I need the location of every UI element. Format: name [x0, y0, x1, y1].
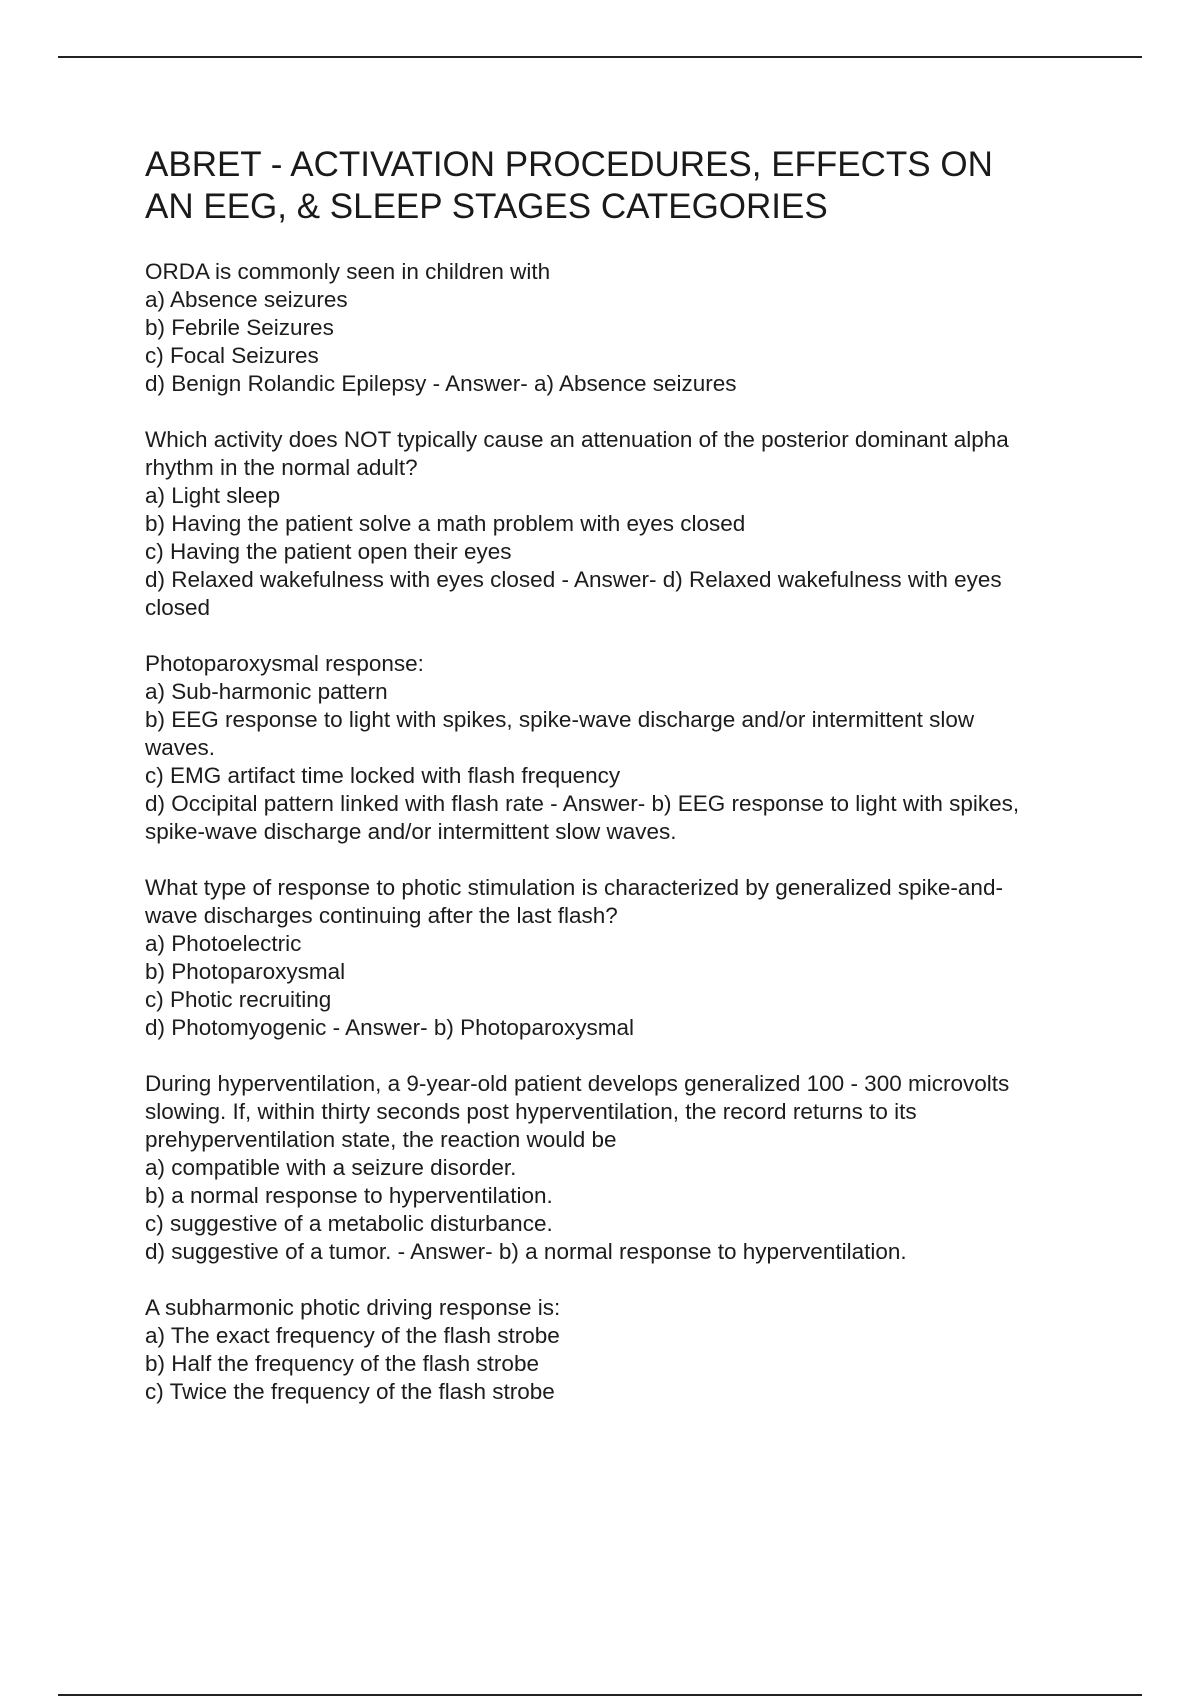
- question-text: Which activity does NOT typically cause an attenuation of the posterior dominant alpha: [145, 427, 1009, 452]
- question-text-cont: prehyperventilation state, the reaction would be: [145, 1127, 617, 1152]
- option-a: a) The exact frequency of the flash strobe: [145, 1323, 560, 1348]
- title-line-2: AN EEG, & SLEEP STAGES CATEGORIES: [145, 187, 828, 226]
- question-text: Photoparoxysmal response:: [145, 651, 424, 676]
- option-c: c) Having the patient open their eyes: [145, 539, 512, 564]
- question-text-cont: wave discharges continuing after the last flash?: [145, 903, 618, 928]
- option-d-answer: d) Relaxed wakefulness with eyes closed - Answer- d) Relaxed wakefulness with eyes: [145, 567, 1002, 592]
- question-text: What type of response to photic stimulation is characterized by generalized spike-and-: [145, 875, 1003, 900]
- option-b: b) Photoparoxysmal: [145, 959, 346, 984]
- answer-cont: spike-wave discharge and/or intermittent slow waves.: [145, 819, 677, 844]
- question-text-cont: rhythm in the normal adult?: [145, 455, 418, 480]
- answer-cont: closed: [145, 595, 211, 620]
- option-d-answer: d) Occipital pattern linked with flash rate - Answer- b) EEG response to light with spikes,: [145, 791, 1020, 816]
- question-text: ORDA is commonly seen in children with: [145, 259, 551, 284]
- title-line-1: ABRET - ACTIVATION PROCEDURES, EFFECTS ON: [145, 145, 993, 184]
- option-c: c) suggestive of a metabolic disturbance.: [145, 1211, 553, 1236]
- option-a: a) Photoelectric: [145, 931, 302, 956]
- document-body: [145, 144, 1105, 1434]
- question-text: A subharmonic photic driving response is:: [145, 1295, 561, 1320]
- option-c: c) Twice the frequency of the flash strobe: [145, 1379, 555, 1404]
- option-c: c) Focal Seizures: [145, 343, 319, 368]
- question-block-6: [145, 1294, 1105, 1406]
- document-title: [145, 144, 1105, 228]
- option-d-answer: d) Photomyogenic - Answer- b) Photoparoxysmal: [145, 1015, 634, 1040]
- question-text-cont: slowing. If, within thirty seconds post hyperventilation, the record returns to its: [145, 1099, 917, 1124]
- option-d-answer: d) suggestive of a tumor. - Answer- b) a normal response to hyperventilation.: [145, 1239, 907, 1264]
- option-b: b) Half the frequency of the flash strobe: [145, 1351, 539, 1376]
- question-block-2: [145, 426, 1105, 622]
- option-b: b) EEG response to light with spikes, spike-wave discharge and/or intermittent slow: [145, 707, 975, 732]
- option-a: a) Light sleep: [145, 483, 281, 508]
- option-c: c) EMG artifact time locked with flash frequency: [145, 763, 621, 788]
- bottom-divider: [58, 1694, 1142, 1696]
- option-c: c) Photic recruiting: [145, 987, 332, 1012]
- option-a: a) Absence seizures: [145, 287, 348, 312]
- top-divider: [58, 56, 1142, 58]
- option-a: a) compatible with a seizure disorder.: [145, 1155, 517, 1180]
- question-block-5: [145, 1070, 1105, 1266]
- question-block-1: [145, 258, 1105, 398]
- question-block-4: [145, 874, 1105, 1042]
- question-block-3: [145, 650, 1105, 846]
- option-b-cont: waves.: [145, 735, 216, 760]
- option-b: b) Having the patient solve a math problem with eyes closed: [145, 511, 746, 536]
- option-b: b) a normal response to hyperventilation.: [145, 1183, 553, 1208]
- option-b: b) Febrile Seizures: [145, 315, 334, 340]
- option-a: a) Sub-harmonic pattern: [145, 679, 388, 704]
- option-d-answer: d) Benign Rolandic Epilepsy - Answer- a) Absence seizures: [145, 371, 737, 396]
- question-text: During hyperventilation, a 9-year-old patient develops generalized 100 - 300 microvolts: [145, 1071, 1010, 1096]
